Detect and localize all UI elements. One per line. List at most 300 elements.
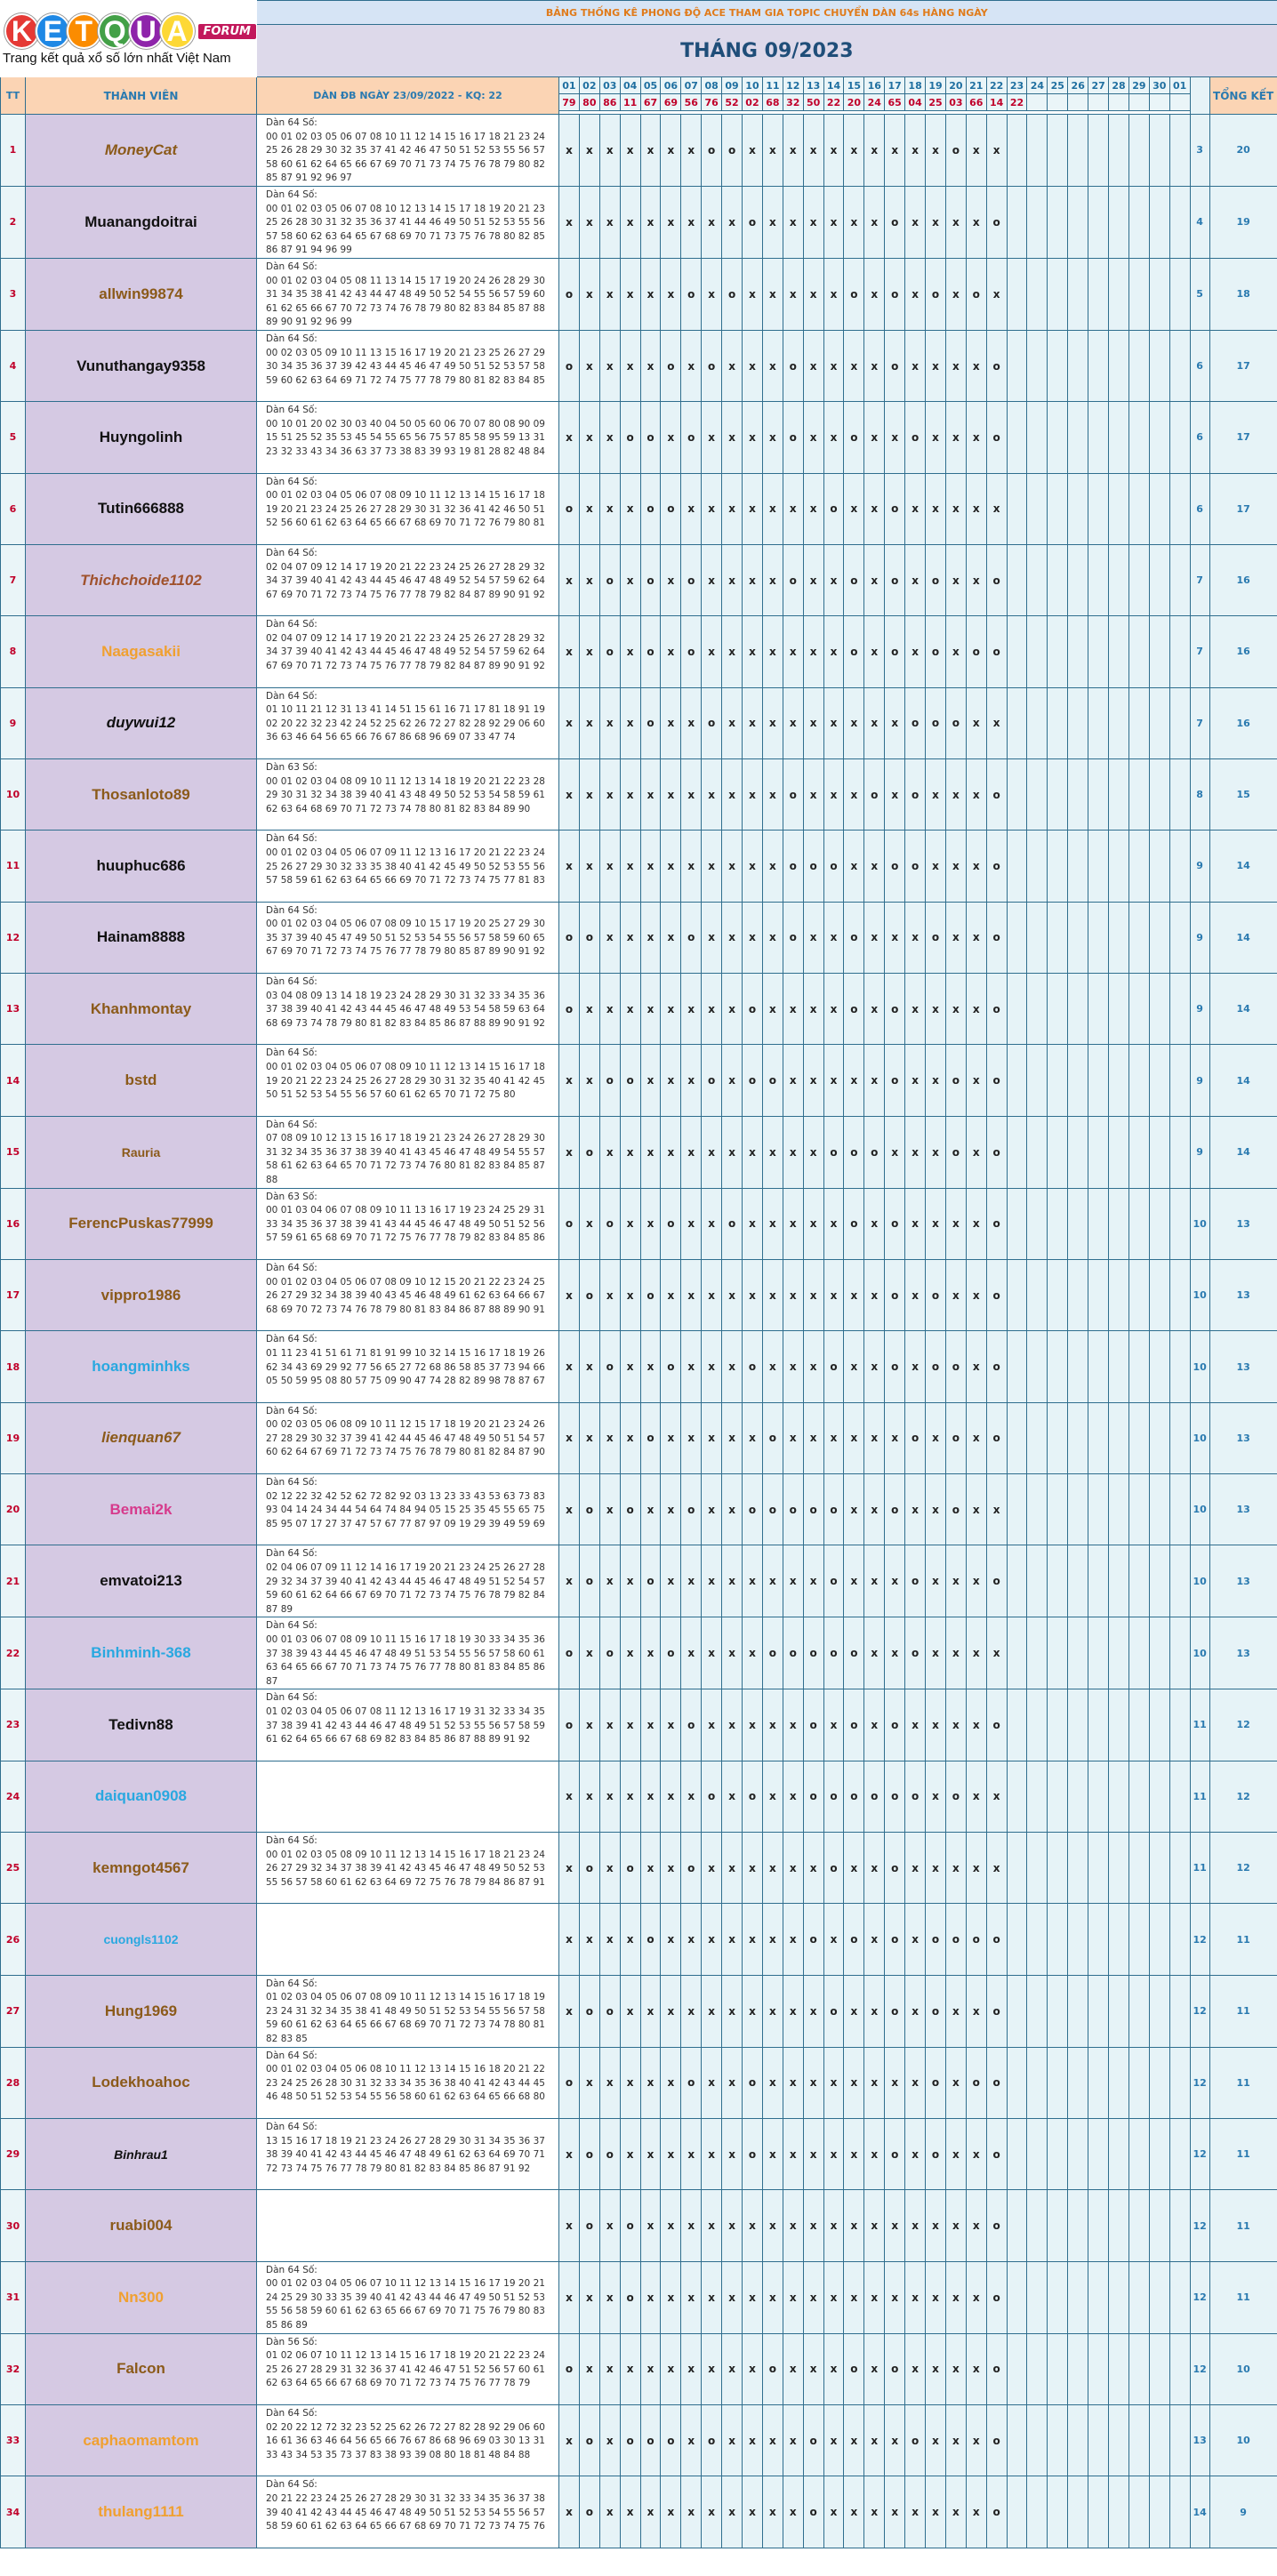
day-mark: x [864, 115, 885, 187]
day-mark: x [864, 473, 885, 544]
day-mark [1027, 1689, 1048, 1761]
day-mark: x [762, 2476, 783, 2548]
day-mark [1109, 1761, 1129, 1832]
day-mark [1128, 115, 1149, 187]
dan-numbers: 03 04 08 09 13 14 18 19 23 24 28 29 30 31 32 33 34 35 36 37 38 39 40 41 42 43 44 45 46 47 48 49 53 54 58 59 63 64 68 69 73 74 78 79 80 81 82 83 84 85 86 87 88 89 90 91 92 [266, 990, 545, 1029]
day-mark: o [803, 1761, 823, 1832]
day-mark [1109, 2476, 1129, 2548]
dan-label: Dàn 64 Số: [266, 2122, 317, 2132]
day-mark: x [722, 1545, 743, 1617]
day-mark: o [640, 2405, 661, 2476]
day-mark: x [823, 1904, 844, 1975]
day-mark: x [620, 1904, 640, 1975]
day-mark: x [702, 1331, 722, 1402]
day-mark: x [661, 1761, 681, 1832]
day-mark: x [702, 2261, 722, 2333]
day-mark: x [640, 1689, 661, 1761]
day-mark: x [844, 2119, 864, 2190]
day-result: 02 [743, 94, 763, 111]
day-mark: o [945, 687, 966, 758]
day-mark [1149, 616, 1169, 687]
day-result: 32 [783, 94, 803, 111]
day-mark: x [743, 2190, 763, 2261]
day-mark: x [722, 1331, 743, 1402]
dan-numbers: 02 04 07 09 12 14 17 19 20 21 22 23 24 25 26 27 28 29 32 34 37 39 40 41 42 43 44 45 46 47 48 49 52 54 57 59 62 64 67 69 70 71 72 73 74 75 76 77 78 79 82 84 87 89 90 91 92 [266, 561, 545, 600]
day-mark: x [599, 758, 620, 830]
day-mark: x [783, 2119, 803, 2190]
dan-label: Dàn 64 Số: [266, 1263, 317, 1273]
member-name[interactable]: Hainam8888 [26, 902, 257, 973]
day-header: 29 [1128, 77, 1149, 94]
day-mark: x [681, 186, 702, 258]
day-mark: x [783, 2047, 803, 2118]
member-name[interactable]: Thichchoide1102 [26, 544, 257, 615]
day-mark [1048, 2476, 1068, 2548]
day-mark: x [743, 2476, 763, 2548]
day-mark: o [926, 1331, 946, 1402]
day-mark: x [783, 1833, 803, 1904]
member-name[interactable]: lienquan67 [26, 1402, 257, 1473]
day-mark: x [640, 2190, 661, 2261]
day-mark: x [722, 473, 743, 544]
day-mark: x [885, 2190, 905, 2261]
day-result [1169, 94, 1190, 111]
day-mark [1027, 1260, 1048, 1331]
day-mark: x [702, 1474, 722, 1545]
day-mark [1169, 616, 1190, 687]
member-name[interactable]: bstd [26, 1045, 257, 1116]
day-mark: x [599, 2261, 620, 2333]
day-mark: x [864, 330, 885, 401]
day-mark: x [823, 1260, 844, 1331]
table-row [1, 1617, 1277, 1689]
day-mark: o [926, 258, 946, 330]
day-mark: x [702, 2119, 722, 2190]
day-mark: x [661, 2047, 681, 2118]
day-mark: x [823, 402, 844, 473]
day-mark [1088, 1617, 1109, 1689]
total-score: 17 [1209, 402, 1277, 473]
day-mark: x [823, 2333, 844, 2404]
day-mark [1169, 2261, 1190, 2333]
day-mark: o [599, 616, 620, 687]
day-mark: o [844, 1904, 864, 1975]
day-mark: o [620, 402, 640, 473]
day-mark: o [783, 330, 803, 401]
day-mark: x [966, 2476, 986, 2548]
day-mark [1149, 2047, 1169, 2118]
day-mark: x [722, 1474, 743, 1545]
day-mark: x [803, 544, 823, 615]
day-mark: x [823, 1402, 844, 1473]
row-number: 2 [1, 186, 26, 258]
day-mark: x [640, 1617, 661, 1689]
day-mark: x [661, 544, 681, 615]
day-mark [1048, 974, 1068, 1045]
dan-numbers: 00 01 02 03 04 05 06 07 08 09 10 12 15 20 21 22 23 24 25 26 27 29 32 34 38 39 40 43 45 46 48 49 61 62 63 64 66 67 68 69 70 72 73 74 76 78 79 80 81 83 84 86 87 88 89 90 91 [266, 1276, 545, 1315]
day-mark: x [803, 1045, 823, 1116]
member-name[interactable]: Tutin666888 [26, 473, 257, 544]
day-mark [1128, 1975, 1149, 2047]
dan-cell [257, 1474, 559, 1545]
day-mark: o [579, 902, 599, 973]
day-mark [1048, 687, 1068, 758]
day-mark: x [762, 1331, 783, 1402]
miss-count: 7 [1190, 687, 1209, 758]
row-number: 22 [1, 1617, 26, 1689]
day-mark: o [783, 758, 803, 830]
day-mark [1048, 1331, 1068, 1402]
day-mark: o [559, 1617, 580, 1689]
day-mark: x [661, 1402, 681, 1473]
member-name[interactable]: hoangminhks [26, 1331, 257, 1402]
day-mark: o [783, 902, 803, 973]
dan-cell [257, 2261, 559, 2333]
day-mark: x [844, 758, 864, 830]
member-name[interactable]: Khanhmontay [26, 974, 257, 1045]
day-mark: x [823, 1188, 844, 1259]
day-mark: o [579, 2190, 599, 2261]
member-name[interactable]: Tedivn88 [26, 1689, 257, 1761]
dan-cell [257, 2333, 559, 2404]
total-score: 12 [1209, 1761, 1277, 1832]
day-mark: x [702, 2047, 722, 2118]
logo-letter: A [160, 13, 195, 49]
day-mark [1007, 902, 1027, 973]
day-mark [1068, 330, 1088, 401]
total-score: 13 [1209, 1260, 1277, 1331]
day-mark: o [823, 1116, 844, 1188]
day-mark [1088, 258, 1109, 330]
day-mark: x [926, 831, 946, 902]
dan-cell [257, 1045, 559, 1116]
day-mark: x [945, 758, 966, 830]
day-mark: o [986, 2261, 1007, 2333]
day-mark: o [702, 330, 722, 401]
miss-count: 10 [1190, 1617, 1209, 1689]
table-row [1, 1904, 1277, 1975]
day-header: 24 [1027, 77, 1048, 94]
day-header: 08 [702, 77, 722, 94]
day-mark: x [599, 1474, 620, 1545]
day-mark [1007, 974, 1027, 1045]
day-mark: x [702, 402, 722, 473]
day-mark: x [823, 1689, 844, 1761]
day-mark: x [599, 1260, 620, 1331]
day-mark [1088, 1188, 1109, 1259]
day-mark: x [599, 402, 620, 473]
day-mark: x [661, 2333, 681, 2404]
day-mark: x [681, 115, 702, 187]
member-name[interactable]: Huyngolinh [26, 402, 257, 473]
day-mark [1149, 473, 1169, 544]
member-name[interactable]: Hung1969 [26, 1975, 257, 2047]
member-name[interactable]: FerencPuskas77999 [26, 1188, 257, 1259]
day-mark [1109, 2047, 1129, 2118]
table-row [1, 1689, 1277, 1761]
member-name[interactable]: vippro1986 [26, 1260, 257, 1331]
member-name[interactable]: Falcon [26, 2333, 257, 2404]
day-result [1128, 94, 1149, 111]
day-mark: x [905, 1689, 926, 1761]
day-mark [1068, 1689, 1088, 1761]
day-mark: x [864, 2333, 885, 2404]
day-mark: o [926, 687, 946, 758]
day-result: 20 [844, 94, 864, 111]
day-mark: x [620, 1545, 640, 1617]
day-mark: o [620, 2190, 640, 2261]
day-mark [1128, 831, 1149, 902]
day-mark [1088, 1904, 1109, 1975]
member-name[interactable]: Rauria [26, 1116, 257, 1188]
member-name[interactable]: duywui12 [26, 687, 257, 758]
day-mark: x [762, 1545, 783, 1617]
day-mark: x [966, 902, 986, 973]
member-name[interactable]: thulang1111 [26, 2476, 257, 2548]
day-mark: x [620, 473, 640, 544]
day-mark [1048, 1260, 1068, 1331]
day-mark: x [823, 115, 844, 187]
member-name[interactable]: Bemai2k [26, 1474, 257, 1545]
day-mark: x [579, 1045, 599, 1116]
day-mark: x [926, 1545, 946, 1617]
day-mark: x [803, 1188, 823, 1259]
logo-forum-badge: FORUM [198, 24, 256, 39]
dan-numbers: 01 02 03 04 05 06 07 08 09 10 11 12 13 14 15 16 17 18 19 23 24 31 32 34 35 38 41 48 49 50 51 52 53 54 55 56 57 58 59 60 61 62 63 64 65 66 67 68 69 70 71 72 73 74 78 80 81 82 83 85 [266, 1992, 545, 2045]
dan-cell [257, 1545, 559, 1617]
member-name[interactable]: Naagasakii [26, 616, 257, 687]
member-name[interactable]: Lodekhoahoc [26, 2047, 257, 2118]
member-name[interactable]: MoneyCat [26, 115, 257, 187]
day-mark: x [722, 2476, 743, 2548]
day-header: 30 [1149, 77, 1169, 94]
dan-cell [257, 1761, 559, 1832]
table-row [1, 1045, 1277, 1116]
day-mark [1027, 258, 1048, 330]
day-mark: x [905, 115, 926, 187]
day-mark: x [722, 974, 743, 1045]
col-header-tt: TT [1, 77, 26, 115]
day-mark: x [559, 1331, 580, 1402]
day-mark [1109, 1545, 1129, 1617]
day-mark [1149, 1116, 1169, 1188]
day-mark: o [661, 1331, 681, 1402]
day-mark: o [945, 1474, 966, 1545]
member-name[interactable]: Muanangdoitrai [26, 186, 257, 258]
day-result: 86 [599, 94, 620, 111]
day-mark: x [885, 2476, 905, 2548]
total-score: 14 [1209, 902, 1277, 973]
day-mark: o [926, 902, 946, 973]
day-mark: x [599, 186, 620, 258]
day-mark [1149, 1474, 1169, 1545]
day-mark: x [945, 902, 966, 973]
day-mark: x [661, 1474, 681, 1545]
member-name[interactable]: Vunuthangay9358 [26, 330, 257, 401]
total-score: 11 [1209, 1975, 1277, 2047]
day-mark: o [885, 1045, 905, 1116]
day-mark [1027, 1761, 1048, 1832]
member-name[interactable]: huuphuc686 [26, 831, 257, 902]
day-mark: o [986, 831, 1007, 902]
day-mark: x [640, 2261, 661, 2333]
day-mark: o [823, 1761, 844, 1832]
table-row [1, 186, 1277, 258]
day-header: 27 [1088, 77, 1109, 94]
day-mark: o [905, 687, 926, 758]
dan-numbers: 00 01 02 03 05 08 09 10 11 12 13 14 15 16 17 18 21 23 24 26 27 29 32 34 37 38 39 41 42 43 45 46 47 48 49 50 52 53 55 56 57 58 60 61 62 63 64 69 72 75 76 78 79 84 86 87 91 [266, 1849, 545, 1888]
day-mark [1048, 831, 1068, 902]
day-mark [1068, 902, 1088, 973]
day-mark: o [743, 2119, 763, 2190]
day-mark: o [559, 974, 580, 1045]
day-mark: x [945, 186, 966, 258]
day-mark [1088, 2405, 1109, 2476]
day-mark [1027, 2405, 1048, 2476]
day-mark [1109, 616, 1129, 687]
day-mark: x [743, 1260, 763, 1331]
day-mark: x [905, 330, 926, 401]
day-mark: x [762, 1116, 783, 1188]
day-mark: o [743, 186, 763, 258]
day-mark: x [722, 687, 743, 758]
day-header: 02 [579, 77, 599, 94]
day-mark: x [681, 1545, 702, 1617]
member-name[interactable]: Thosanloto89 [26, 758, 257, 830]
day-mark: x [945, 1689, 966, 1761]
day-mark: o [986, 1116, 1007, 1188]
day-mark [1068, 831, 1088, 902]
day-mark [1169, 258, 1190, 330]
day-mark: o [844, 1116, 864, 1188]
day-mark: x [722, 1402, 743, 1473]
day-mark [1169, 2333, 1190, 2404]
dan-cell [257, 2405, 559, 2476]
day-mark: x [702, 1188, 722, 1259]
table-row [1, 2047, 1277, 2118]
dan-label: Dàn 64 Số: [266, 976, 317, 987]
day-mark: x [966, 330, 986, 401]
member-name[interactable]: emvatoi213 [26, 1545, 257, 1617]
day-mark [1088, 2047, 1109, 2118]
day-header: 01 [559, 77, 580, 94]
day-mark: x [885, 1402, 905, 1473]
day-result: 25 [926, 94, 946, 111]
table-row [1, 2190, 1277, 2261]
day-mark: o [885, 831, 905, 902]
day-mark: x [762, 1188, 783, 1259]
day-mark [1088, 1975, 1109, 2047]
day-mark: x [681, 2261, 702, 2333]
day-mark [1068, 1045, 1088, 1116]
day-mark: x [579, 2261, 599, 2333]
member-name[interactable]: Binhrau1 [26, 2119, 257, 2190]
day-mark: x [945, 402, 966, 473]
dan-cell [257, 544, 559, 615]
day-mark [1088, 1045, 1109, 1116]
day-mark [1088, 2261, 1109, 2333]
day-mark: x [864, 616, 885, 687]
day-mark: x [743, 831, 763, 902]
member-name[interactable]: ruabi004 [26, 2190, 257, 2261]
day-mark [1088, 2476, 1109, 2548]
day-mark: x [966, 687, 986, 758]
table-row [1, 2119, 1277, 2190]
day-mark [1149, 1545, 1169, 1617]
member-name[interactable]: cuongls1102 [26, 1904, 257, 1975]
day-mark: o [844, 402, 864, 473]
dan-numbers: 02 12 22 32 42 52 62 72 82 92 03 13 23 33 43 53 63 73 83 93 04 14 24 34 44 54 64 74 84 94 05 15 25 35 45 55 65 75 85 95 07 17 27 37 47 57 67 77 87 97 09 19 29 39 49 59 69 [266, 1490, 545, 1529]
day-mark: x [559, 1545, 580, 1617]
dan-label: Dàn 64 Số: [266, 2479, 317, 2491]
table-row [1, 687, 1277, 758]
member-name[interactable]: Nn300 [26, 2261, 257, 2333]
day-mark: x [823, 258, 844, 330]
day-mark: o [681, 2047, 702, 2118]
member-name[interactable]: daiquan0908 [26, 1761, 257, 1832]
day-mark [1068, 2047, 1088, 2118]
day-mark [1149, 902, 1169, 973]
miss-count: 5 [1190, 258, 1209, 330]
dan-numbers: 13 15 16 17 18 19 21 23 24 26 27 28 29 30 31 34 35 36 37 38 39 40 41 42 43 44 45 46 47 48 49 61 62 63 64 69 70 71 72 73 74 75 76 77 78 79 80 81 82 83 84 85 86 87 91 92 [266, 2135, 545, 2174]
day-mark: x [743, 2261, 763, 2333]
day-mark: o [986, 902, 1007, 973]
dan-cell [257, 1689, 559, 1761]
day-mark: x [599, 831, 620, 902]
logo[interactable] [1, 1, 257, 77]
day-mark: x [864, 1689, 885, 1761]
member-name[interactable]: Binhminh-368 [26, 1617, 257, 1689]
day-mark [1149, 330, 1169, 401]
day-mark: x [945, 473, 966, 544]
day-mark [1109, 1975, 1129, 2047]
day-mark: x [559, 2476, 580, 2548]
day-mark [1169, 758, 1190, 830]
day-mark: x [926, 473, 946, 544]
day-mark: x [783, 1331, 803, 1402]
day-mark: x [905, 2047, 926, 2118]
member-name[interactable]: kemngot4567 [26, 1833, 257, 1904]
table-row [1, 2476, 1277, 2548]
day-mark: x [823, 616, 844, 687]
member-name[interactable]: allwin99874 [26, 258, 257, 330]
day-mark: x [905, 186, 926, 258]
day-mark: o [986, 1545, 1007, 1617]
day-mark: x [661, 115, 681, 187]
day-mark: o [803, 1474, 823, 1545]
day-mark [1109, 974, 1129, 1045]
day-header: 10 [743, 77, 763, 94]
day-mark [1128, 974, 1149, 1045]
row-number: 21 [1, 1545, 26, 1617]
day-mark: x [945, 1545, 966, 1617]
table-row [1, 2405, 1277, 2476]
day-mark [1007, 2119, 1027, 2190]
day-mark: x [559, 544, 580, 615]
dan-label: Dàn 63 Số: [266, 1191, 317, 1202]
day-mark: o [762, 1402, 783, 1473]
day-result: 65 [885, 94, 905, 111]
day-mark: x [762, 115, 783, 187]
day-mark: x [661, 2261, 681, 2333]
day-mark [1048, 1975, 1068, 2047]
dan-cell [257, 687, 559, 758]
day-mark: x [722, 616, 743, 687]
day-mark [1048, 1474, 1068, 1545]
member-name[interactable]: caphaomamtom [26, 2405, 257, 2476]
day-mark: x [702, 186, 722, 258]
logo-letter: K [4, 13, 39, 49]
